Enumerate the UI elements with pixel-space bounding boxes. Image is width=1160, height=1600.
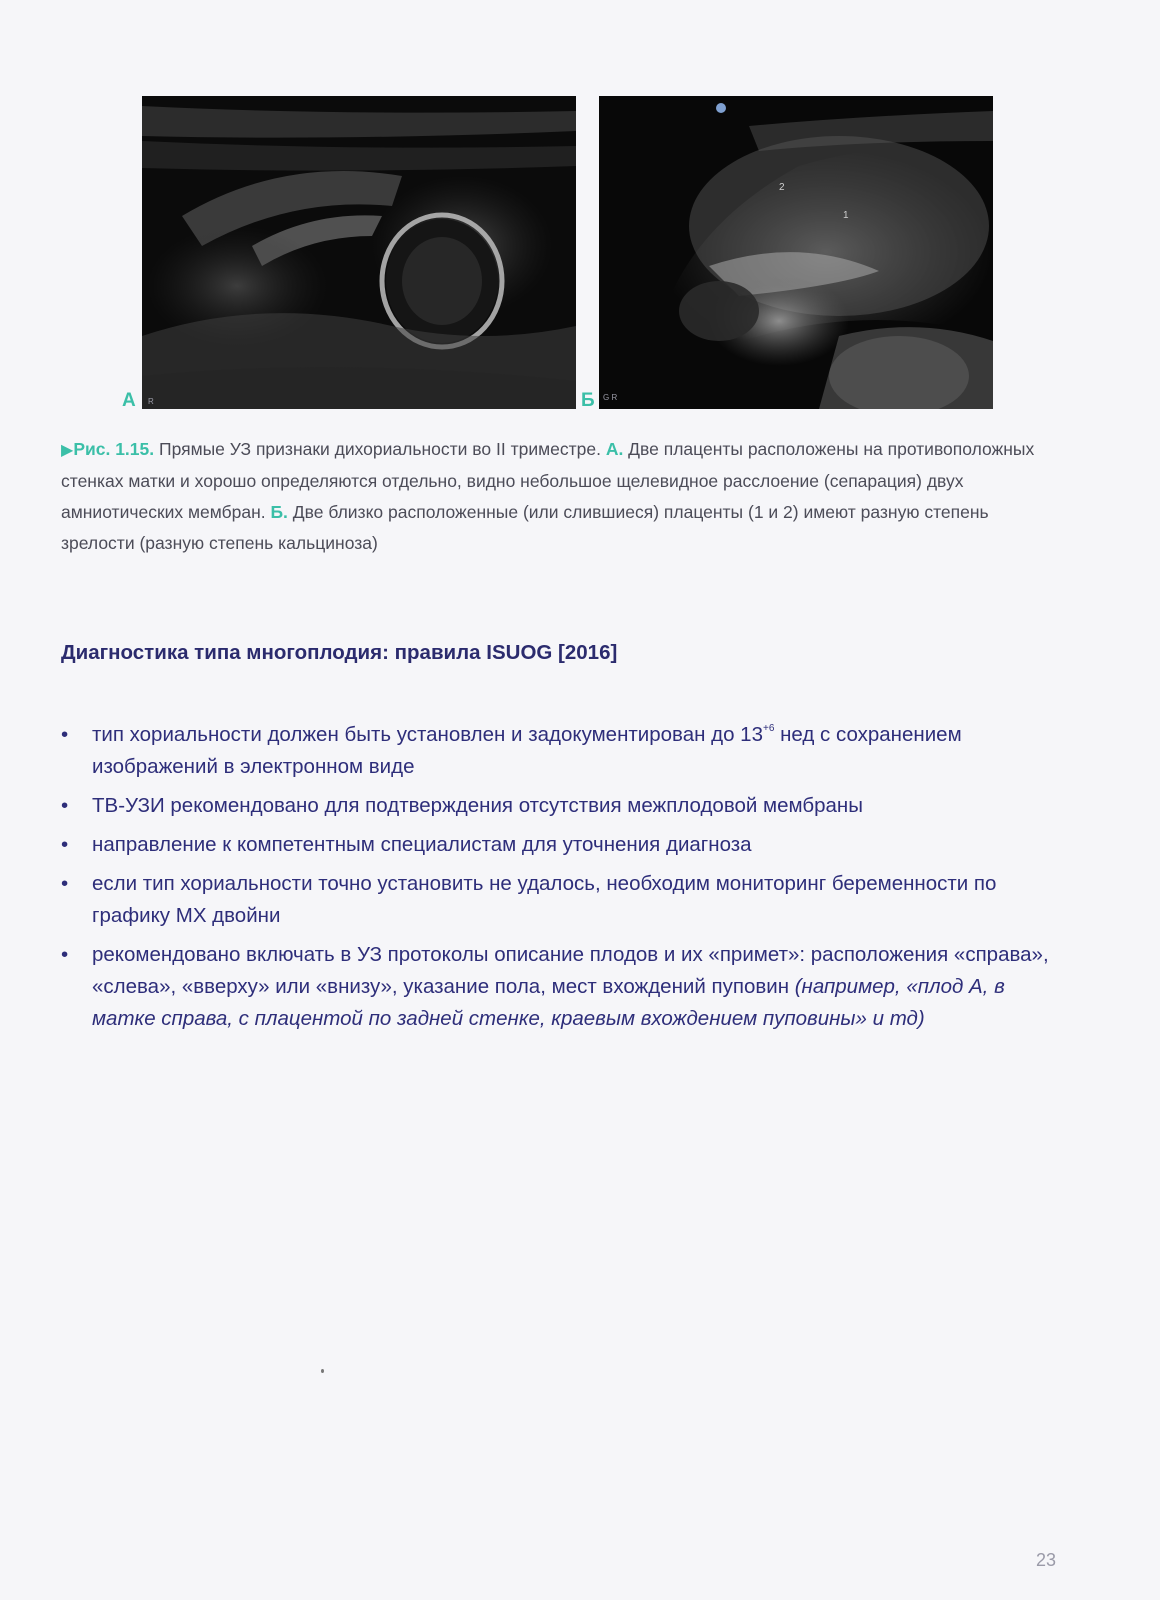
caption-text-intro: Прямые УЗ признаки дихориальности во II триместре. [154, 439, 606, 459]
section-heading: Диагностика типа многоплодия: правила ISUOG [2016] [61, 641, 618, 664]
caption-figure-ref: Рис. 1.15. [73, 439, 155, 459]
figure-a-corner-mark: R [148, 397, 154, 406]
placenta-label-2: 2 [779, 182, 785, 193]
figure-label-a: А [122, 390, 136, 411]
ultrasound-b-graphic [599, 96, 993, 409]
placenta-label-1: 1 [843, 210, 849, 221]
list-item-text: нед с сохранением изображений в электронном виде [92, 723, 962, 778]
list-item-text: ТВ-УЗИ рекомендовано для подтверждения отсутствия межплодовой мембраны [92, 794, 863, 817]
list-item [61, 829, 1061, 861]
list-item-example: (например, «плод А, в матке справа, с плацентой по задней стенке, краевым вхождением пуповины» и тд) [92, 975, 1005, 1030]
ultrasound-image-a [142, 96, 576, 409]
caption-label-b: Б. [270, 502, 288, 522]
caption-text-b: Две близко расположенные (или слившиеся) плаценты (1 и 2) имеют разную степень зрелости (разную степень кальциноза) [61, 502, 989, 553]
caption-label-a: А. [605, 439, 624, 459]
rules-list [61, 719, 1061, 1042]
caption-text-a: Две плаценты расположены на противоположных стенках матки и хорошо определяются отдельно, видно небольшое щелевидное расслоение (сепарация) двух амниотических мембран. [61, 439, 1035, 522]
list-item [61, 719, 1061, 783]
figure-caption [61, 434, 1061, 559]
ultrasound-image-b [599, 96, 993, 409]
list-item [61, 939, 1061, 1035]
list-item [61, 790, 1061, 822]
figure-label-b: Б [581, 390, 595, 411]
list-item-text: если тип хориальности точно установить не удалось, необходим мониторинг беременности по графику МХ двойни [92, 872, 997, 927]
page-number: 23 [1036, 1550, 1057, 1570]
figure-b-corner-mark: G R [603, 393, 618, 402]
list-item-text: направление к компетентным специалистам для уточнения диагноза [92, 833, 752, 856]
superscript: +6 [763, 723, 775, 734]
print-speck [321, 1369, 324, 1373]
caption-marker-icon: ▶ [61, 442, 74, 459]
list-item-text: тип хориальности должен быть установлен и задокументирован до 13 [92, 723, 763, 746]
list-item [61, 868, 1061, 932]
list-item-text: рекомендовано включать в УЗ протоколы описание плодов и их «примет»: расположения «справа», «слева», «вверху» или «внизу», указание пола, мест вхождений пуповин [92, 943, 1049, 998]
ultrasound-a-graphic [142, 96, 576, 409]
